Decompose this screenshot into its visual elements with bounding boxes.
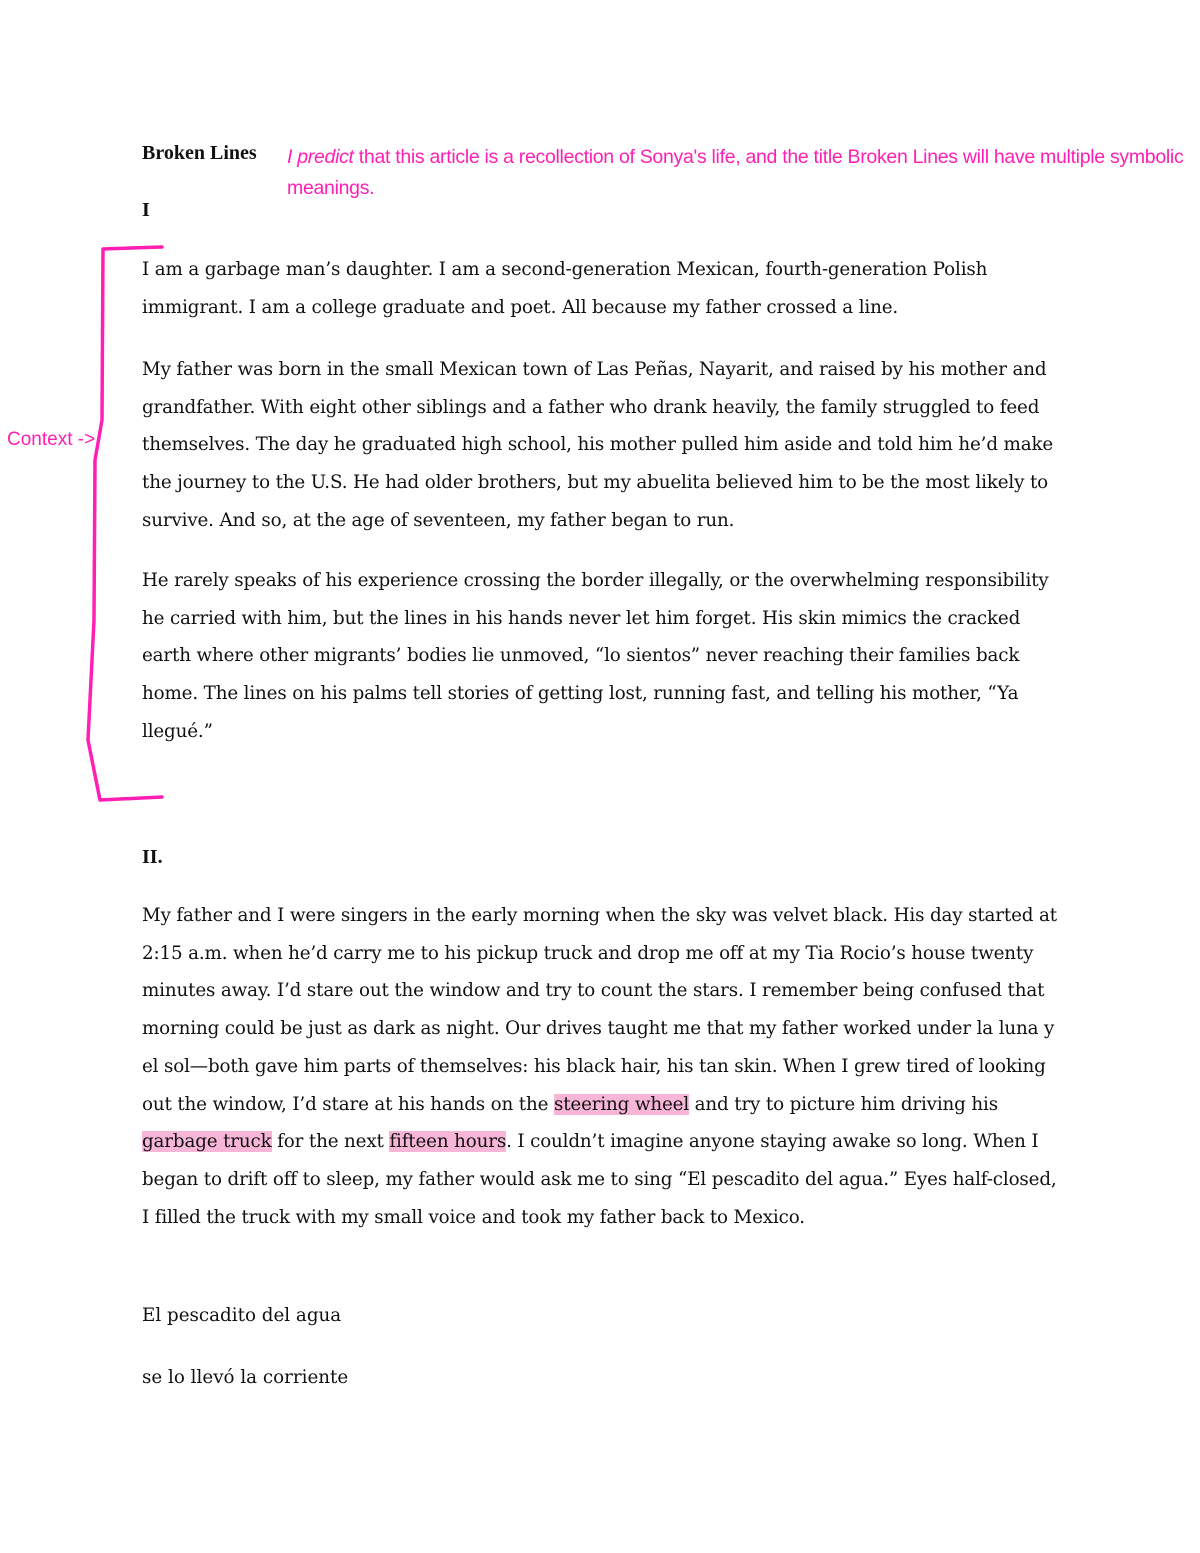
paragraph: He rarely speaks of his experience crossing the border illegally, or the overwhelming responsibility he carried with him, but the lines in his hands never let him forget. His skin mimics the cracked earth where other migrants’ bodies lie unmoved, “lo sientos” never reaching their families back home. The lines on his palms tell stories of getting lost, running fast, and telling his mother, “Ya llegué.” xyxy=(142,570,1049,742)
text-run: . I couldn’t imagine anyone staying awake so long. When I began to drift off to sleep, my father would ask me to sing “El pescadito del agua.” Eyes half-closed, I filled the truck with my small voice and took my father back to Mexico. xyxy=(142,1131,1057,1228)
highlight-fifteen-hours: fifteen hours xyxy=(389,1131,507,1153)
text-run: and try to picture him driving his xyxy=(689,1093,998,1115)
section-number-2: II. xyxy=(142,846,163,868)
section-1-paragraph-2 xyxy=(142,351,1067,540)
song-line-1: El pescadito del agua xyxy=(142,1305,342,1326)
section-1-paragraph-3 xyxy=(142,562,1067,751)
annotation-emphasis: I predict xyxy=(287,146,354,168)
document-title: Broken Lines xyxy=(142,142,257,164)
text-run: My father and I were singers in the early morning when the sky was velvet black. His day started at 2:15 a.m. when he’d carry me to his pickup truck and drop me off at my Tia Rocio’s house twenty minutes away. I’d stare out the window and try to count the stars. I remember being confused that morning could be just as dark as night. Our drives taught me that my father worked under la luna y el sol—both gave him parts of themselves: his black hair, his tan skin. When I grew tired of looking out the window, I’d stare at his hands on the xyxy=(142,905,1057,1115)
section-2-paragraph-1 xyxy=(142,897,1067,1236)
annotation-text: that this article is a recollection of Sonya's life, and the title Broken Lines will have multiple symbolic meanings. xyxy=(287,146,1184,199)
paragraph xyxy=(142,897,1067,1236)
context-side-note: Context -> xyxy=(7,429,96,450)
highlight-steering-wheel: steering wheel xyxy=(553,1093,690,1115)
paragraph: My father was born in the small Mexican town of Las Peñas, Nayarit, and raised by his mother and grandfather. With eight other siblings and a father who drank heavily, the family struggled to feed themselves. The day he graduated high school, his mother pulled him aside and told him he’d make the journey to the U.S. He had older brothers, but my abuelita believed him to be the most likely to survive. And so, at the age of seventeen, my father began to run. xyxy=(142,359,1054,531)
section-1-paragraph-1 xyxy=(142,251,1067,326)
section-number-1: I xyxy=(142,199,150,221)
text-run: for the next xyxy=(271,1131,390,1153)
prediction-annotation xyxy=(287,142,1192,204)
highlight-garbage-truck: garbage truck xyxy=(142,1131,272,1153)
paragraph: I am a garbage man’s daughter. I am a second-generation Mexican, fourth-generation Polish immigrant. I am a college graduate and poet. All because my father crossed a line. xyxy=(142,259,988,318)
song-line-2: se lo llevó la corriente xyxy=(142,1367,349,1388)
